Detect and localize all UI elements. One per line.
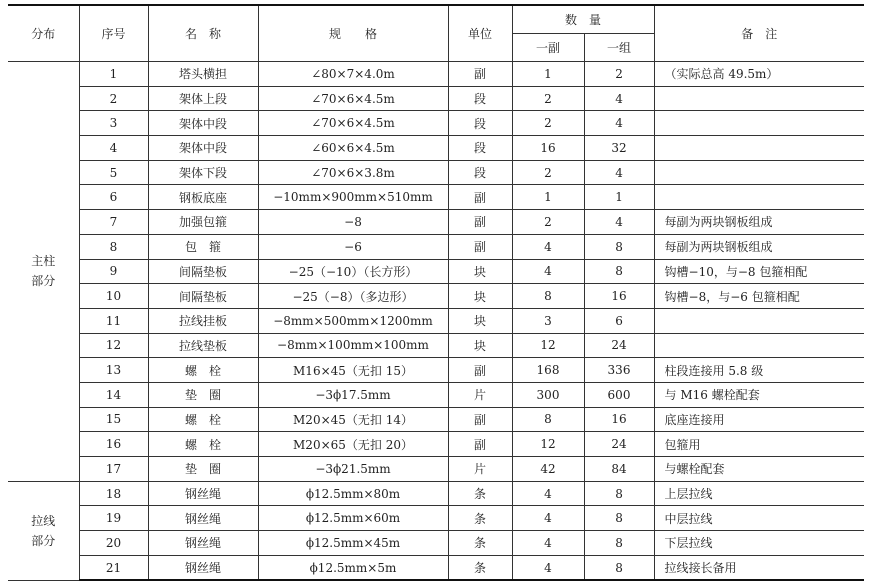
row-name: 垫 圈 bbox=[148, 382, 258, 407]
row-no: 7 bbox=[79, 210, 148, 235]
row-qty-set: 32 bbox=[584, 136, 654, 161]
table-row bbox=[8, 407, 864, 432]
table-row bbox=[8, 457, 864, 482]
header-qty-pair: 一副 bbox=[512, 34, 584, 62]
row-spec: ϕ12.5mm×60m bbox=[258, 506, 448, 531]
row-qty-pair: 2 bbox=[512, 160, 584, 185]
row-unit: 段 bbox=[448, 160, 512, 185]
row-name: 钢板底座 bbox=[148, 185, 258, 210]
row-remark: 每副为两块钢板组成 bbox=[654, 234, 864, 259]
row-no: 16 bbox=[79, 432, 148, 457]
table-row bbox=[8, 210, 864, 235]
row-qty-pair: 1 bbox=[512, 62, 584, 87]
row-no: 15 bbox=[79, 407, 148, 432]
row-no: 1 bbox=[79, 62, 148, 87]
row-name: 间隔垫板 bbox=[148, 259, 258, 284]
row-qty-set: 4 bbox=[584, 86, 654, 111]
row-no: 6 bbox=[79, 185, 148, 210]
row-unit: 片 bbox=[448, 382, 512, 407]
row-no: 8 bbox=[79, 234, 148, 259]
row-unit: 段 bbox=[448, 111, 512, 136]
row-name: 螺 栓 bbox=[148, 407, 258, 432]
table-row bbox=[8, 531, 864, 556]
segment-label bbox=[8, 481, 79, 580]
row-qty-set: 84 bbox=[584, 457, 654, 482]
row-no: 17 bbox=[79, 457, 148, 482]
row-qty-pair: 2 bbox=[512, 210, 584, 235]
row-name: 加强包箍 bbox=[148, 210, 258, 235]
table-row bbox=[8, 432, 864, 457]
row-qty-set: 2 bbox=[584, 62, 654, 87]
row-no: 4 bbox=[79, 136, 148, 161]
table-row bbox=[8, 62, 864, 87]
table-row bbox=[8, 86, 864, 111]
row-remark: 与螺栓配套 bbox=[654, 457, 864, 482]
row-qty-set: 16 bbox=[584, 284, 654, 309]
row-spec: −10mm×900mm×510mm bbox=[258, 185, 448, 210]
table-row bbox=[8, 555, 864, 580]
row-qty-pair: 2 bbox=[512, 111, 584, 136]
row-remark bbox=[654, 86, 864, 111]
row-no: 5 bbox=[79, 160, 148, 185]
row-remark: 每副为两块钢板组成 bbox=[654, 210, 864, 235]
row-qty-pair: 12 bbox=[512, 432, 584, 457]
row-remark: 钩槽−8，与−6 包箍相配 bbox=[654, 284, 864, 309]
row-name: 螺 栓 bbox=[148, 432, 258, 457]
row-qty-pair: 300 bbox=[512, 382, 584, 407]
table-row bbox=[8, 234, 864, 259]
row-remark: 拉线接长备用 bbox=[654, 555, 864, 580]
table-row bbox=[8, 308, 864, 333]
row-qty-pair: 168 bbox=[512, 358, 584, 383]
row-qty-pair: 1 bbox=[512, 185, 584, 210]
row-remark bbox=[654, 160, 864, 185]
row-qty-pair: 12 bbox=[512, 333, 584, 358]
row-unit: 副 bbox=[448, 407, 512, 432]
row-spec: −8 bbox=[258, 210, 448, 235]
row-spec: M20×65（无扣 20） bbox=[258, 432, 448, 457]
row-no: 18 bbox=[79, 481, 148, 506]
row-spec: ∠80×7×4.0m bbox=[258, 62, 448, 87]
row-spec: ϕ12.5mm×5m bbox=[258, 555, 448, 580]
row-no: 2 bbox=[79, 86, 148, 111]
row-name: 钢丝绳 bbox=[148, 555, 258, 580]
row-qty-pair: 8 bbox=[512, 284, 584, 309]
row-spec: ϕ12.5mm×80m bbox=[258, 481, 448, 506]
row-remark bbox=[654, 333, 864, 358]
row-no: 3 bbox=[79, 111, 148, 136]
row-remark bbox=[654, 308, 864, 333]
row-remark: 与 M16 螺栓配套 bbox=[654, 382, 864, 407]
row-qty-set: 8 bbox=[584, 481, 654, 506]
row-qty-pair: 4 bbox=[512, 259, 584, 284]
row-unit: 副 bbox=[448, 210, 512, 235]
row-no: 12 bbox=[79, 333, 148, 358]
row-remark bbox=[654, 111, 864, 136]
row-name: 架体上段 bbox=[148, 86, 258, 111]
row-qty-pair: 4 bbox=[512, 234, 584, 259]
row-qty-pair: 3 bbox=[512, 308, 584, 333]
row-spec: −25（−10）（长方形） bbox=[258, 259, 448, 284]
table-row bbox=[8, 333, 864, 358]
row-no: 9 bbox=[79, 259, 148, 284]
row-unit: 副 bbox=[448, 62, 512, 87]
row-no: 11 bbox=[79, 308, 148, 333]
row-spec: M20×45（无扣 14） bbox=[258, 407, 448, 432]
row-name: 钢丝绳 bbox=[148, 481, 258, 506]
header-spec: 规 格 bbox=[258, 5, 448, 62]
header-segment: 分布 bbox=[8, 5, 79, 62]
row-spec: −8mm×100mm×100mm bbox=[258, 333, 448, 358]
row-name: 包 箍 bbox=[148, 234, 258, 259]
row-unit: 副 bbox=[448, 234, 512, 259]
row-unit: 片 bbox=[448, 457, 512, 482]
row-unit: 副 bbox=[448, 358, 512, 383]
table-row bbox=[8, 506, 864, 531]
row-remark: 包箍用 bbox=[654, 432, 864, 457]
row-name: 架体下段 bbox=[148, 160, 258, 185]
row-spec: −3ϕ21.5mm bbox=[258, 457, 448, 482]
row-spec: ϕ12.5mm×45m bbox=[258, 531, 448, 556]
row-qty-set: 6 bbox=[584, 308, 654, 333]
header-qty: 数 量 bbox=[512, 5, 654, 34]
row-remark: 底座连接用 bbox=[654, 407, 864, 432]
row-no: 20 bbox=[79, 531, 148, 556]
row-spec: −6 bbox=[258, 234, 448, 259]
row-qty-pair: 4 bbox=[512, 555, 584, 580]
header-no: 序号 bbox=[79, 5, 148, 62]
row-spec: −8mm×500mm×1200mm bbox=[258, 308, 448, 333]
row-qty-pair: 4 bbox=[512, 481, 584, 506]
row-remark: 钩槽−10，与−8 包箍相配 bbox=[654, 259, 864, 284]
row-qty-set: 1 bbox=[584, 185, 654, 210]
row-qty-set: 8 bbox=[584, 506, 654, 531]
header-unit: 单位 bbox=[448, 5, 512, 62]
row-name: 钢丝绳 bbox=[148, 506, 258, 531]
row-qty-set: 4 bbox=[584, 210, 654, 235]
segment-label-line2: 部分 bbox=[31, 274, 56, 289]
row-qty-set: 24 bbox=[584, 432, 654, 457]
row-unit: 段 bbox=[448, 136, 512, 161]
row-qty-set: 16 bbox=[584, 407, 654, 432]
segment-label bbox=[8, 62, 79, 482]
row-remark bbox=[654, 136, 864, 161]
row-unit: 块 bbox=[448, 284, 512, 309]
row-qty-pair: 4 bbox=[512, 531, 584, 556]
table-row bbox=[8, 382, 864, 407]
row-name: 钢丝绳 bbox=[148, 531, 258, 556]
row-name: 拉线垫板 bbox=[148, 333, 258, 358]
row-spec: −25（−8）（多边形） bbox=[258, 284, 448, 309]
row-qty-pair: 4 bbox=[512, 506, 584, 531]
row-qty-set: 8 bbox=[584, 234, 654, 259]
row-remark: 中层拉线 bbox=[654, 506, 864, 531]
segment-label-line1: 主柱 bbox=[31, 254, 56, 269]
row-qty-set: 4 bbox=[584, 111, 654, 136]
row-no: 21 bbox=[79, 555, 148, 580]
row-unit: 块 bbox=[448, 259, 512, 284]
row-remark: 下层拉线 bbox=[654, 531, 864, 556]
row-qty-pair: 16 bbox=[512, 136, 584, 161]
header-name: 名 称 bbox=[148, 5, 258, 62]
row-qty-set: 8 bbox=[584, 555, 654, 580]
row-name: 架体中段 bbox=[148, 136, 258, 161]
row-qty-set: 24 bbox=[584, 333, 654, 358]
row-qty-set: 600 bbox=[584, 382, 654, 407]
row-spec: ∠60×6×4.5m bbox=[258, 136, 448, 161]
row-unit: 段 bbox=[448, 86, 512, 111]
row-no: 13 bbox=[79, 358, 148, 383]
row-name: 垫 圈 bbox=[148, 457, 258, 482]
row-qty-pair: 42 bbox=[512, 457, 584, 482]
row-name: 拉线挂板 bbox=[148, 308, 258, 333]
table-row bbox=[8, 259, 864, 284]
row-no: 14 bbox=[79, 382, 148, 407]
table-row bbox=[8, 358, 864, 383]
segment-label-line2: 部分 bbox=[31, 533, 56, 548]
materials-table bbox=[8, 4, 864, 581]
table-body bbox=[8, 62, 864, 581]
row-remark: 柱段连接用 5.8 级 bbox=[654, 358, 864, 383]
segment-label-line1: 拉线 bbox=[31, 513, 56, 528]
row-spec: ∠70×6×4.5m bbox=[258, 86, 448, 111]
table-row bbox=[8, 185, 864, 210]
row-no: 10 bbox=[79, 284, 148, 309]
table-row bbox=[8, 481, 864, 506]
row-unit: 块 bbox=[448, 333, 512, 358]
row-spec: M16×45（无扣 15） bbox=[258, 358, 448, 383]
row-name: 架体中段 bbox=[148, 111, 258, 136]
row-spec: ∠70×6×4.5m bbox=[258, 111, 448, 136]
table-row bbox=[8, 284, 864, 309]
row-unit: 条 bbox=[448, 481, 512, 506]
row-qty-set: 8 bbox=[584, 531, 654, 556]
row-unit: 条 bbox=[448, 531, 512, 556]
row-name: 间隔垫板 bbox=[148, 284, 258, 309]
row-unit: 条 bbox=[448, 506, 512, 531]
header-qty-set: 一组 bbox=[584, 34, 654, 62]
table-row bbox=[8, 111, 864, 136]
row-remark bbox=[654, 185, 864, 210]
row-remark: （实际总高 49.5m） bbox=[654, 62, 864, 87]
row-qty-set: 8 bbox=[584, 259, 654, 284]
table-row bbox=[8, 160, 864, 185]
row-qty-set: 336 bbox=[584, 358, 654, 383]
table-row bbox=[8, 136, 864, 161]
row-qty-pair: 2 bbox=[512, 86, 584, 111]
row-unit: 条 bbox=[448, 555, 512, 580]
row-unit: 块 bbox=[448, 308, 512, 333]
row-remark: 上层拉线 bbox=[654, 481, 864, 506]
row-name: 塔头横担 bbox=[148, 62, 258, 87]
row-spec: −3ϕ17.5mm bbox=[258, 382, 448, 407]
row-unit: 副 bbox=[448, 185, 512, 210]
row-name: 螺 栓 bbox=[148, 358, 258, 383]
row-unit: 副 bbox=[448, 432, 512, 457]
row-no: 19 bbox=[79, 506, 148, 531]
row-qty-set: 4 bbox=[584, 160, 654, 185]
row-spec: ∠70×6×3.8m bbox=[258, 160, 448, 185]
row-qty-pair: 8 bbox=[512, 407, 584, 432]
header-remark: 备 注 bbox=[654, 5, 864, 62]
